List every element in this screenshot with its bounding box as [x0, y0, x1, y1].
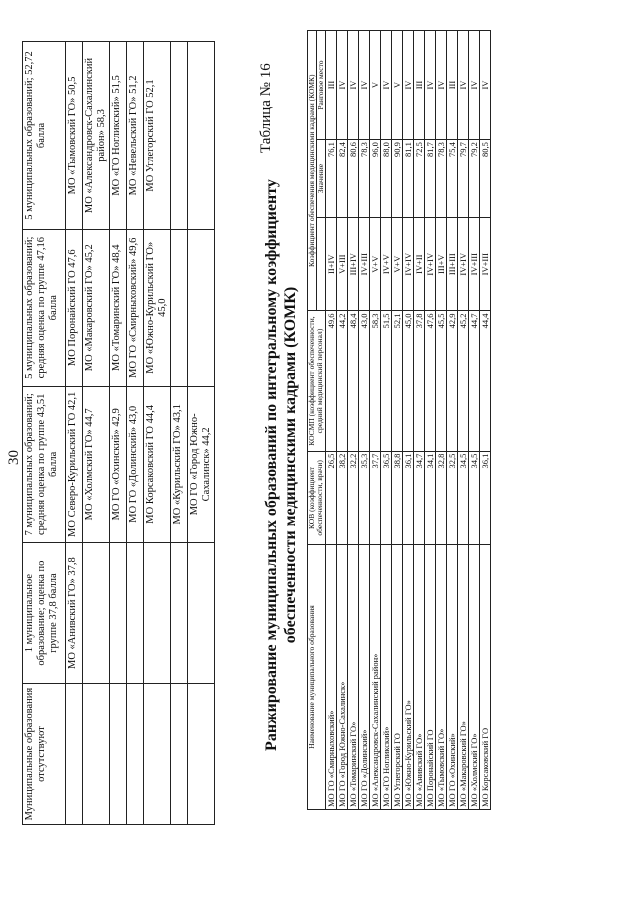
groups-cell: МО «Холмский ГО» 44,7	[83, 386, 110, 543]
name-cell: МО «Тымовский ГО»	[436, 545, 447, 810]
groups-cell	[171, 684, 188, 825]
kov-cell: 34,7	[414, 451, 425, 544]
ranking-row	[337, 31, 348, 810]
kosmp-cell: 44,7	[469, 311, 480, 451]
kosmp-cell: 45,2	[458, 311, 469, 451]
ranking-row	[414, 31, 425, 810]
value-cell: 90,9	[392, 140, 403, 218]
value-cell: 79,2	[469, 140, 480, 218]
name-cell: МО «Макаровский ГО»	[458, 545, 469, 810]
groups-cell: МО «Курильский ГО» 43,1	[171, 386, 188, 543]
groups-header-1: 1 муниципальное образование; оценка по группе 37,8 балла	[23, 543, 66, 684]
groups-cell	[127, 684, 144, 825]
groups-table-header-row	[23, 42, 66, 825]
ranking-row	[480, 31, 491, 810]
col-name-header: Наименование муниципального образования	[308, 545, 326, 810]
value-cell: 82,4	[337, 140, 348, 218]
formula-cell: III+V	[436, 217, 447, 310]
rank-cell: V	[392, 31, 403, 140]
kov-cell: 32,8	[436, 451, 447, 544]
kosmp-cell: 48,4	[348, 311, 359, 451]
groups-cell	[188, 543, 215, 684]
groups-cell: МО «ГО Ногликский» 51,5	[110, 42, 127, 230]
kosmp-cell: 43,0	[359, 311, 370, 451]
value-cell: 75,4	[447, 140, 458, 218]
rank-cell: III	[326, 31, 337, 140]
formula-cell: IV+III	[359, 217, 370, 310]
rank-cell: IV	[381, 31, 392, 140]
name-cell: МО «ГО Ногликский»	[381, 545, 392, 810]
groups-cell: МО ГО «Смирныховский» 49,6	[127, 229, 144, 386]
rank-cell: IV	[348, 31, 359, 140]
groups-row	[127, 42, 144, 825]
value-cell: 72,5	[414, 140, 425, 218]
rank-cell: IV	[403, 31, 414, 140]
groups-cell	[144, 543, 171, 684]
col-value-header: Значение	[317, 140, 326, 218]
value-cell: 79,7	[458, 140, 469, 218]
groups-row	[171, 42, 188, 825]
ranking-title: Ранжирование муниципальных образований по интегральному коэффициенту обеспеченности медицинскими кадрами (КОМК)	[263, 179, 299, 751]
kov-cell: 35,3	[359, 451, 370, 544]
name-cell: МО Корсаковский ГО	[480, 545, 491, 810]
col-kosmp-header: КОСМП (коэффициент обеспеченности, средний медицинский персонал)	[308, 311, 326, 451]
formula-cell: IV+III	[480, 217, 491, 310]
formula-cell: IV+IV	[403, 217, 414, 310]
ranking-row	[436, 31, 447, 810]
value-cell: 81,7	[425, 140, 436, 218]
value-cell: 78,3	[359, 140, 370, 218]
value-cell: 96,0	[370, 140, 381, 218]
formula-cell: IV+IV	[458, 217, 469, 310]
kosmp-cell: 44,4	[480, 311, 491, 451]
ranking-table	[307, 30, 491, 810]
kov-cell: 34,1	[425, 451, 436, 544]
rank-cell: IV	[425, 31, 436, 140]
groups-table	[22, 41, 215, 825]
kosmp-cell: 58,3	[370, 311, 381, 451]
kov-cell: 32,2	[348, 451, 359, 544]
kosmp-cell: 37,8	[414, 311, 425, 451]
formula-cell: IV+V	[381, 217, 392, 310]
groups-cell: МО «Тымовский ГО» 50,5	[66, 42, 83, 230]
ranking-row	[370, 31, 381, 810]
col-formula-header	[317, 217, 326, 310]
ranking-row	[425, 31, 436, 810]
groups-cell	[171, 42, 188, 230]
groups-header-2: 7 муниципальных образований; средняя оценка по группе 43,51 балла	[23, 386, 66, 543]
name-cell: МО «Томаринский ГО»	[348, 545, 359, 810]
kov-cell: 32,5	[447, 451, 458, 544]
value-cell: 78,3	[436, 140, 447, 218]
kosmp-cell: 47,6	[425, 311, 436, 451]
formula-cell: IV+II	[414, 217, 425, 310]
formula-cell: III+III	[447, 217, 458, 310]
ranking-row	[458, 31, 469, 810]
rank-cell: V	[370, 31, 381, 140]
name-cell: МО «Александровск-Сахалинский район»	[370, 545, 381, 810]
value-cell: 80,5	[480, 140, 491, 218]
ranking-header-row	[308, 31, 317, 810]
kov-cell: 36,5	[381, 451, 392, 544]
value-cell: 80,6	[348, 140, 359, 218]
rank-cell: IV	[469, 31, 480, 140]
kosmp-cell: 51,5	[381, 311, 392, 451]
kosmp-cell: 42,9	[447, 311, 458, 451]
groups-cell	[188, 684, 215, 825]
name-cell: МО «Анивский ГО»	[414, 545, 425, 810]
formula-cell: V+V	[392, 217, 403, 310]
ranking-row	[381, 31, 392, 810]
name-cell: МО ГО «Долинский»	[359, 545, 370, 810]
groups-cell: МО Углегорский ГО 52,1	[144, 42, 171, 230]
kov-cell: 34,5	[458, 451, 469, 544]
name-cell: МО «Южно-Курильский ГО»	[403, 545, 414, 810]
groups-cell	[188, 229, 215, 386]
groups-cell	[171, 229, 188, 386]
kosmp-cell: 52,1	[392, 311, 403, 451]
groups-row	[188, 42, 215, 825]
groups-cell: МО Поронайский ГО 47,6	[66, 229, 83, 386]
kov-cell: 26,5	[326, 451, 337, 544]
rank-cell: IV	[359, 31, 370, 140]
formula-cell: II+IV	[326, 217, 337, 310]
groups-cell: МО «Макаровский ГО» 45,2	[83, 229, 110, 386]
groups-cell	[66, 684, 83, 825]
name-cell: МО «Холмский ГО»	[469, 545, 480, 810]
ranking-row	[403, 31, 414, 810]
groups-cell: МО «Южно-Курильский ГО» 45,0	[144, 229, 171, 386]
col-komk-header: Коэффициент обеспечения медицинскими кадрами (КОМК)	[308, 31, 317, 311]
page-number: 30	[6, 450, 22, 465]
groups-cell: МО ГО «Город Южно-Сахалинск» 44,2	[188, 386, 215, 543]
groups-cell: МО «Томаринский ГО» 48,4	[110, 229, 127, 386]
ranking-row	[348, 31, 359, 810]
kosmp-cell: 45,0	[403, 311, 414, 451]
formula-cell: IV+III	[469, 217, 480, 310]
groups-cell: МО «Невельский ГО» 51,2	[127, 42, 144, 230]
col-rank-header: Ранговое место	[317, 31, 326, 140]
rank-cell: III	[447, 31, 458, 140]
groups-cell: МО Северо-Курильский ГО 42,1	[66, 386, 83, 543]
name-cell: МО Поронайский ГО	[425, 545, 436, 810]
rank-cell: IV	[337, 31, 348, 140]
groups-cell	[83, 684, 110, 825]
groups-cell	[171, 543, 188, 684]
value-cell: 76,1	[326, 140, 337, 218]
rank-cell: IV	[436, 31, 447, 140]
rank-cell: IV	[480, 31, 491, 140]
ranking-row	[359, 31, 370, 810]
kosmp-cell: 44,2	[337, 311, 348, 451]
groups-row	[83, 42, 110, 825]
name-cell: МО ГО «Охинский»	[447, 545, 458, 810]
groups-cell	[110, 684, 127, 825]
kov-cell: 34,5	[469, 451, 480, 544]
value-cell: 88,0	[381, 140, 392, 218]
name-cell: МО ГО «Город Южно-Сахалинск»	[337, 545, 348, 810]
kov-cell: 36,1	[403, 451, 414, 544]
groups-header-0: Муниципальные образования отсутствуют	[23, 684, 66, 825]
groups-row	[66, 42, 83, 825]
kov-cell: 38,8	[392, 451, 403, 544]
kosmp-cell: 45,5	[436, 311, 447, 451]
groups-cell: МО ГО «Долинский» 43,0	[127, 386, 144, 543]
groups-cell: МО «Александровск-Сахалинский район» 58,3	[83, 42, 110, 230]
groups-cell: МО «Анивский ГО» 37,8	[66, 543, 83, 684]
groups-cell	[188, 42, 215, 230]
rank-cell: III	[414, 31, 425, 140]
formula-cell: V+V	[370, 217, 381, 310]
groups-cell: МО ГО «Охинский» 42,9	[110, 386, 127, 543]
table-number: Таблица № 16	[258, 63, 274, 153]
groups-cell	[110, 543, 127, 684]
kosmp-cell: 49,6	[326, 311, 337, 451]
ranking-row	[392, 31, 403, 810]
groups-header-3: 5 муниципальных образований; средняя оценка по группе 47,16 балла	[23, 229, 66, 386]
ranking-row	[469, 31, 480, 810]
value-cell: 81,1	[403, 140, 414, 218]
groups-cell	[144, 684, 171, 825]
groups-row	[144, 42, 171, 825]
groups-row	[110, 42, 127, 825]
groups-cell	[83, 543, 110, 684]
groups-header-4: 5 муниципальных образований; 52,72 балла	[23, 42, 66, 230]
rank-cell: IV	[458, 31, 469, 140]
ranking-row	[447, 31, 458, 810]
groups-cell: МО Корсаковский ГО 44,4	[144, 386, 171, 543]
kov-cell: 36,1	[480, 451, 491, 544]
formula-cell: III+IV	[348, 217, 359, 310]
formula-cell: V+III	[337, 217, 348, 310]
kov-cell: 37,7	[370, 451, 381, 544]
col-kov-header: КОВ (коэффициент обеспеченности, врачи)	[308, 451, 326, 544]
ranking-row	[326, 31, 337, 810]
name-cell: МО Углегорский ГО	[392, 545, 403, 810]
kov-cell: 38,2	[337, 451, 348, 544]
formula-cell: IV+IV	[425, 217, 436, 310]
name-cell: МО ГО «Смирныховский»	[326, 545, 337, 810]
groups-cell	[127, 543, 144, 684]
